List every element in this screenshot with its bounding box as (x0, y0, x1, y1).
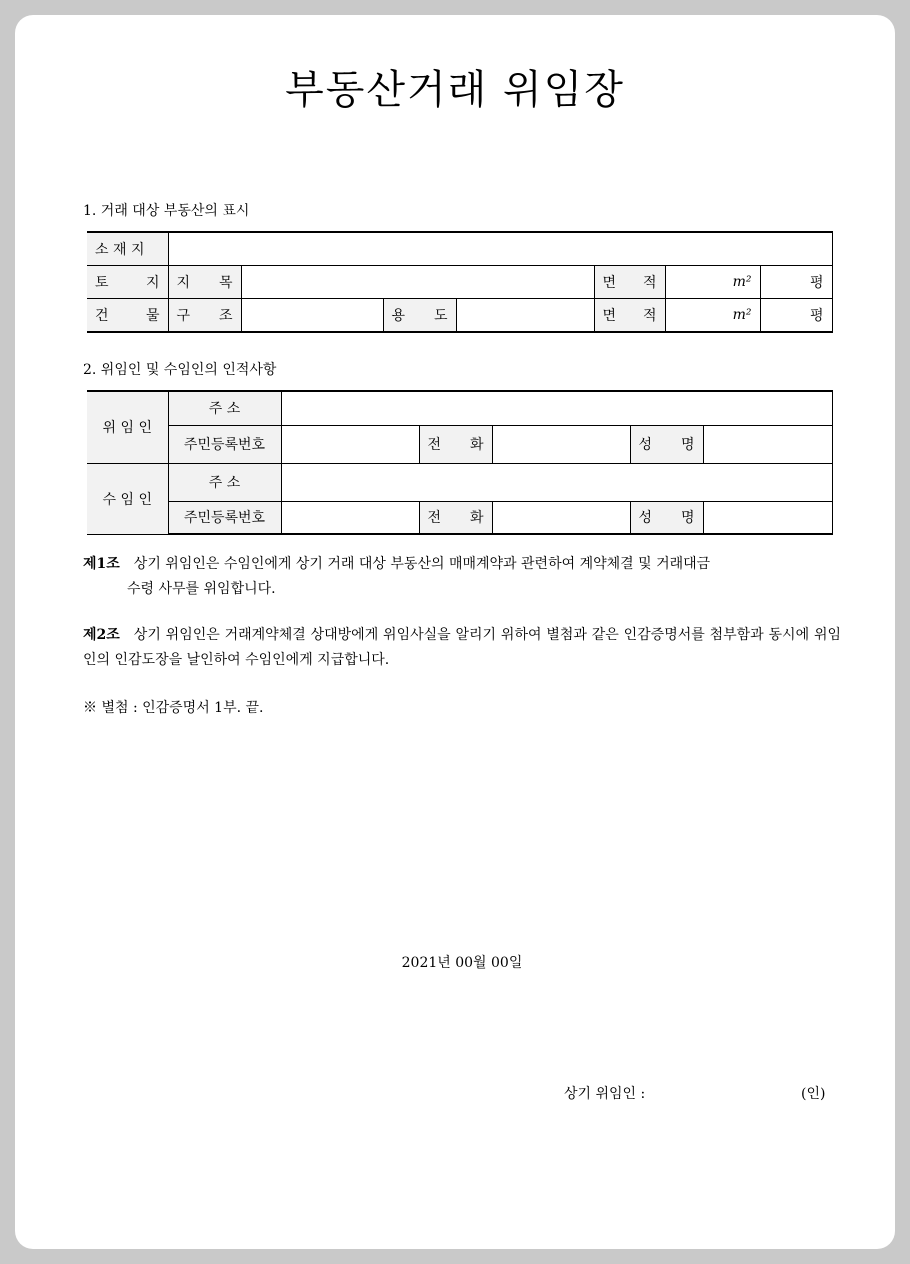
table-row (87, 299, 832, 333)
table-row (87, 391, 832, 425)
delegate-address-label: 주 소 (168, 463, 281, 501)
delegate-name-label: 성 명 (630, 501, 703, 534)
land-category-label: 지 목 (168, 266, 241, 299)
document-date: 2021년 00월 00일 (401, 955, 523, 971)
table-row (87, 425, 832, 463)
location-field[interactable] (168, 232, 832, 266)
document-title: 부동산거래 위임장 (285, 67, 625, 113)
delegator-address-field[interactable] (281, 391, 832, 425)
delegator-resident-no-field[interactable] (281, 425, 419, 463)
delegator-phone-label: 전 화 (419, 425, 492, 463)
article-1 (83, 552, 841, 602)
land-label: 토 지 (87, 266, 168, 299)
land-area-sqm-field[interactable]: m² (665, 266, 760, 299)
delegate-label: 수 임 인 (87, 463, 168, 534)
delegator-name-label: 성 명 (630, 425, 703, 463)
table-row (87, 463, 832, 501)
article-1-line2: 수령 사무를 위임합니다. (127, 581, 276, 597)
signature-label: 상기 위임인 : (564, 1086, 646, 1102)
land-area-label: 면 적 (594, 266, 665, 299)
building-area-label: 면 적 (594, 299, 665, 333)
land-category-field[interactable] (241, 266, 594, 299)
delegate-resident-no-label: 주민등록번호 (168, 501, 281, 534)
delegate-phone-field[interactable] (492, 501, 630, 534)
delegate-address-field[interactable] (281, 463, 832, 501)
structure-field[interactable] (241, 299, 383, 333)
delegate-phone-label: 전 화 (419, 501, 492, 534)
table-row (87, 232, 832, 266)
building-area-sqm-field[interactable]: m² (665, 299, 760, 333)
delegator-address-label: 주 소 (168, 391, 281, 425)
delegate-resident-no-field[interactable] (281, 501, 419, 534)
delegate-name-field[interactable] (703, 501, 832, 534)
table-row (87, 266, 832, 299)
structure-label: 구 조 (168, 299, 241, 333)
article-1-line1: 상기 위임인은 수임인에게 상기 거래 대상 부동산의 매매계약과 관련하여 계약체결 및 거래대금 (133, 556, 711, 572)
article-2-label: 제2조 (83, 627, 120, 643)
land-area-pyeong-field[interactable]: 평 (760, 266, 832, 299)
article-2-text: 상기 위임인은 거래계약체결 상대방에게 위임사실을 알리기 위하여 별첨과 같은 인감증명서를 첨부함과 동시에 위임인의 인감도장을 날인하여 수임인에게 지급합니다. (83, 627, 841, 668)
article-2 (83, 623, 841, 673)
section2-heading: 2. 위임인 및 수임인의 인적사항 (83, 362, 277, 378)
delegator-resident-no-label: 주민등록번호 (168, 425, 281, 463)
delegator-label: 위 임 인 (87, 391, 168, 463)
parties-table (87, 390, 833, 535)
section1-heading: 1. 거래 대상 부동산의 표시 (83, 203, 250, 219)
seal-placeholder: (인) (801, 1086, 826, 1102)
delegator-phone-field[interactable] (492, 425, 630, 463)
location-label: 소 재 지 (87, 232, 168, 266)
building-label: 건 물 (87, 299, 168, 333)
building-area-pyeong-field[interactable]: 평 (760, 299, 832, 333)
attachment-note: ※ 별첨 : 인감증명서 1부. 끝. (83, 700, 264, 716)
property-table (87, 231, 833, 333)
table-row (87, 501, 832, 534)
use-label: 용 도 (383, 299, 456, 333)
delegator-name-field[interactable] (703, 425, 832, 463)
use-field[interactable] (456, 299, 594, 333)
article-1-label: 제1조 (83, 556, 120, 572)
